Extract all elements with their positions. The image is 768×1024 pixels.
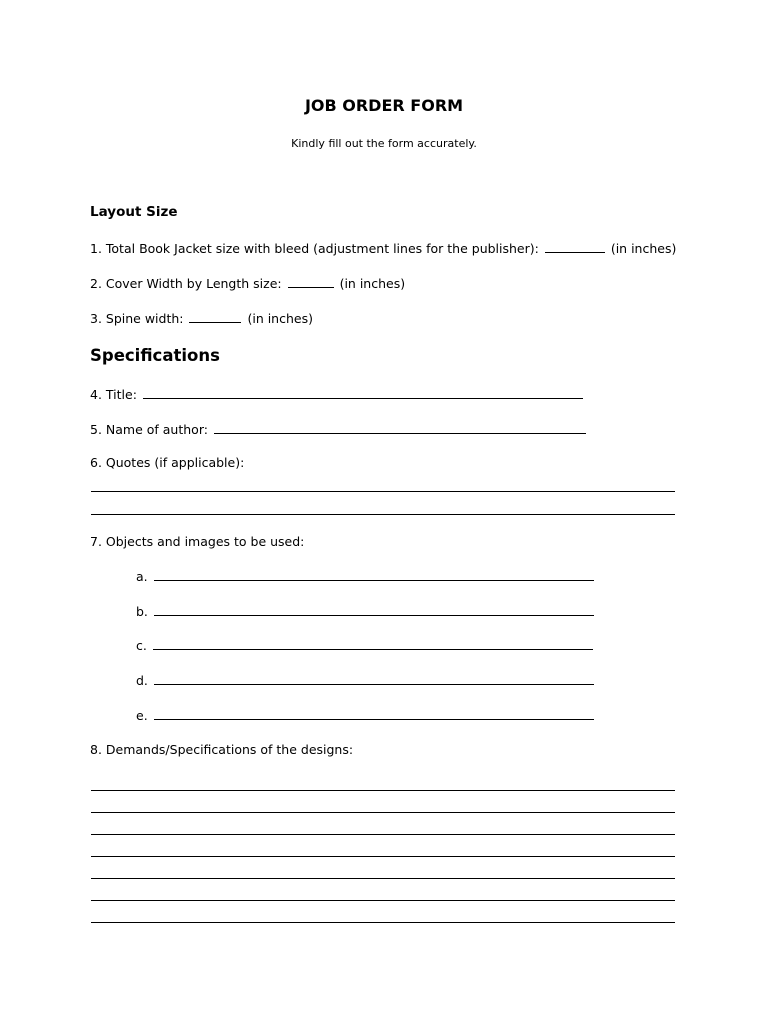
question-3-blank[interactable] (189, 310, 241, 323)
question-2-blank[interactable] (288, 275, 334, 288)
question-8 (90, 742, 353, 757)
object-item-label: d. (136, 673, 148, 688)
question-5-blank[interactable] (214, 421, 586, 434)
object-item-blank[interactable] (153, 637, 593, 650)
question-1 (90, 240, 676, 256)
design-demands-answer-line[interactable] (91, 812, 675, 813)
question-2-unit: (in inches) (339, 276, 406, 291)
quotes-answer-line[interactable] (91, 491, 675, 492)
section-heading-layout-size: Layout Size (90, 204, 178, 220)
question-6-label: 6. Quotes (if applicable): (90, 455, 245, 470)
object-item-b (136, 603, 596, 619)
object-item-d (136, 672, 596, 688)
question-3-unit: (in inches) (247, 311, 313, 326)
question-2 (90, 275, 405, 291)
question-2-label: 2. Cover Width by Length size: (90, 276, 282, 291)
question-5-label: 5. Name of author: (90, 422, 208, 437)
object-item-e (136, 707, 596, 723)
question-8-label: 8. Demands/Specifications of the designs: (90, 742, 354, 757)
question-6 (90, 455, 244, 470)
page-title: JOB ORDER FORM (304, 96, 464, 115)
question-4-label: 4. Title: (90, 387, 137, 402)
object-item-blank[interactable] (154, 672, 594, 685)
object-item-label: e. (136, 708, 148, 723)
question-3-label: 3. Spine width: (90, 311, 184, 326)
question-5 (90, 421, 588, 437)
design-demands-answer-line[interactable] (91, 856, 675, 857)
question-7 (90, 534, 304, 549)
question-7-label: 7. Objects and images to be used: (90, 534, 305, 549)
design-demands-answer-line[interactable] (91, 900, 675, 901)
object-item-blank[interactable] (154, 603, 594, 616)
quotes-answer-line[interactable] (91, 514, 675, 515)
page-subtitle: Kindly fill out the form accurately. (291, 137, 477, 150)
question-1-label: 1. Total Book Jacket size with bleed (adjustment lines for the publisher): (90, 241, 539, 256)
object-item-blank[interactable] (154, 568, 594, 581)
section-heading-specifications: Specifications (90, 346, 220, 365)
question-3 (90, 310, 313, 326)
object-item-label: b. (136, 604, 148, 619)
object-item-blank[interactable] (154, 707, 594, 720)
object-item-label: c. (136, 638, 147, 653)
design-demands-answer-line[interactable] (91, 834, 675, 835)
question-1-blank[interactable] (545, 240, 605, 253)
design-demands-answer-line[interactable] (91, 922, 675, 923)
object-item-c (136, 637, 595, 653)
object-item-a (136, 568, 596, 584)
object-item-label: a. (136, 569, 148, 584)
design-demands-answer-line[interactable] (91, 878, 675, 879)
design-demands-answer-line[interactable] (91, 790, 675, 791)
question-1-unit: (in inches) (610, 241, 677, 256)
question-4-blank[interactable] (143, 386, 583, 399)
question-4 (90, 386, 585, 402)
